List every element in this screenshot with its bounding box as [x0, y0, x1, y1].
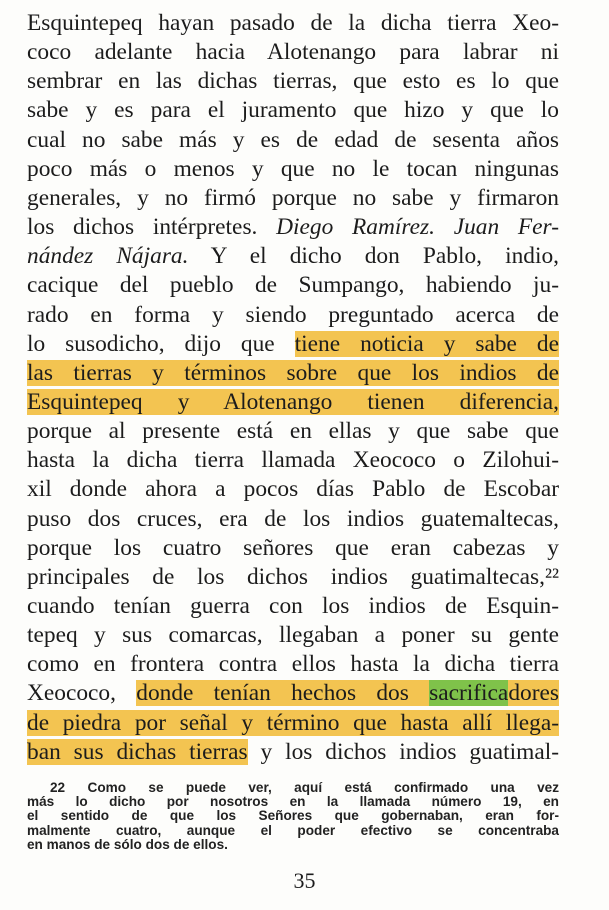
- highlighted-text: donde tenían hechos dos: [136, 680, 430, 707]
- text-segment: como en frontera contra ellos hasta la dicha tierra: [27, 651, 559, 678]
- text-line: [27, 473, 559, 505]
- text-segment: y los dichos indios guatimal-: [247, 738, 559, 765]
- text-line: [27, 357, 559, 389]
- text-line: [27, 444, 559, 476]
- text-line: [27, 240, 559, 272]
- footnote-line: en manos de sólo dos de ellos.: [27, 836, 228, 852]
- text-segment: hasta la dicha tierra llamada Xeococo o Zilohui-: [27, 447, 559, 474]
- highlighted-text: ban sus dichas tierras: [27, 738, 248, 765]
- text-line: [27, 36, 559, 68]
- text-segment: cuando tenían guerra con los indios de Esquin-: [27, 593, 559, 619]
- highlighted-text: dores: [508, 680, 559, 707]
- text-line: [27, 736, 559, 768]
- italic-text: nández Nájara.: [27, 243, 189, 270]
- text-segment: poco más o menos y que no le tocan ningunas: [27, 155, 559, 182]
- text-line: [27, 7, 559, 39]
- text-line: [27, 415, 559, 447]
- text-line: [27, 532, 559, 564]
- footnote-line: 22 Como se puede ver, aquí está confirmado una vez: [50, 780, 559, 795]
- text-segment: sabe y es para el juramento que hizo y que lo: [27, 97, 559, 124]
- text-line: [27, 619, 559, 651]
- text-line: [27, 386, 559, 418]
- text-line: [27, 94, 559, 126]
- text-line: [27, 707, 559, 739]
- text-segment: principales de los dichos indios guatimaltecas,²²: [27, 563, 559, 590]
- highlighted-text: las tierras y términos sobre que los indios de: [27, 359, 559, 386]
- text-segment: sembrar en las dichas tierras, que esto es lo que: [27, 68, 559, 95]
- text-segment: lo susodicho, dijo que: [27, 330, 295, 357]
- text-segment: Y el dicho don Pablo, indio,: [188, 243, 560, 270]
- text-line: [27, 124, 559, 156]
- text-segment: generales, y no firmó porque no sabe y firmaron: [27, 184, 559, 211]
- text-segment: cual no sabe más y es de edad de sesenta años: [27, 126, 559, 153]
- text-segment: cacique del pueblo de Sumpango, habiendo ju-: [27, 272, 559, 299]
- footnote-line: más lo dicho por nosotros en la llamada número 19, en: [27, 794, 559, 810]
- text-segment: xil donde ahora a pocos días Pablo de Escobar: [27, 476, 559, 503]
- text-line: [27, 648, 559, 680]
- text-segment: porque los cuatro señores que eran cabezas y: [27, 534, 559, 561]
- text-line: [27, 299, 559, 331]
- text-line: [27, 65, 559, 97]
- text-segment: Esquintepeq hayan pasado de la dicha tierra Xeo-: [27, 10, 559, 36]
- highlighted-text: tiene noticia y sabe de: [294, 330, 559, 357]
- text-segment: tepeq y sus comarcas, llegaban a poner su gente: [27, 622, 559, 649]
- highlighted-text: de piedra por señal y término que hasta allí llega-: [27, 709, 559, 736]
- text-line: [27, 211, 559, 243]
- text-segment: coco adelante hacia Alotenango para labrar ni: [27, 39, 559, 66]
- text-segment: puso dos cruces, era de los indios guatemaltecas,: [27, 505, 559, 532]
- highlighted-text: Esquintepeq y Alotenango tienen diferencia,: [27, 388, 559, 415]
- italic-text: Diego Ramírez. Juan Fer-: [276, 214, 559, 241]
- highlighted-text: sacrifica: [429, 680, 509, 707]
- text-line: [27, 269, 559, 301]
- text-segment: porque al presente está en ellas y que sabe que: [27, 418, 559, 445]
- footnote-line: el sentido de que los Señores que gobernaban, eran for-: [27, 808, 559, 824]
- text-line: [27, 677, 559, 709]
- text-segment: los dichos intérpretes.: [27, 214, 277, 241]
- text-line: [27, 328, 559, 360]
- text-line: [27, 561, 559, 593]
- text-line: [27, 503, 559, 535]
- text-segment: Xeococo,: [27, 680, 137, 707]
- text-line: [27, 153, 559, 185]
- text-segment: rado en forma y siendo preguntado acerca de: [27, 301, 559, 328]
- footnote-line: malmente cuatro, aunque el poder efectivo se concentraba: [27, 822, 559, 838]
- page-number: 35: [293, 868, 316, 893]
- text-line: [27, 182, 559, 214]
- text-line: [27, 590, 559, 622]
